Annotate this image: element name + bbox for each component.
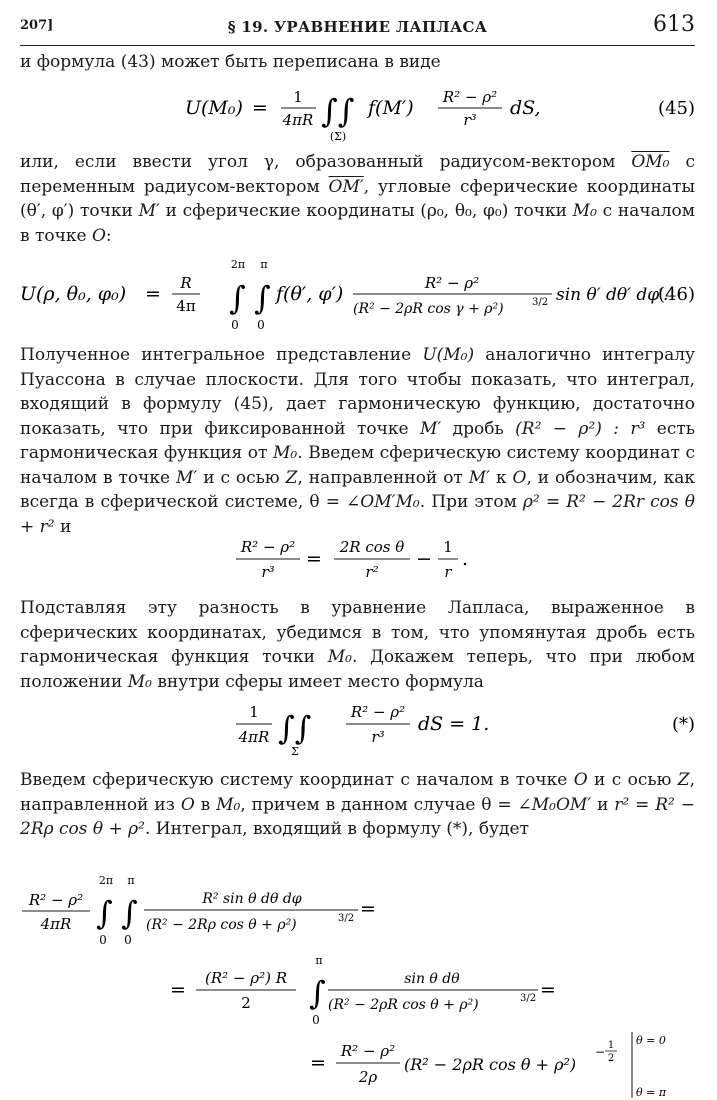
eqf3-exp-den: 2 [607, 1053, 615, 1064]
eqf3-frac-num: R² − ρ² [340, 1042, 396, 1060]
eqf2-int-upper: π [315, 954, 323, 967]
eqf1-frac-num: R² − ρ² [28, 891, 84, 909]
eq46-coef-num: R [180, 274, 192, 292]
header-rule [20, 45, 695, 46]
eq45-integral: ∫∫ [321, 92, 355, 130]
eq45-equals: = [252, 97, 268, 119]
eq46-coef-den: 4π [176, 297, 196, 315]
vector-om0: OM₀ [631, 152, 670, 172]
eqf1-int2-upper: π [127, 874, 135, 887]
eqf2-inner-exp: 3/2 [520, 993, 537, 1004]
chapter-title: § 19. УРАВНЕНИЕ ЛАПЛАСА [227, 18, 488, 36]
eqs-coef-den: 4πR [238, 728, 270, 746]
eqd-dot: . [462, 548, 469, 570]
eqf2-int: ∫ [309, 974, 326, 1012]
eqd-den3: r [444, 563, 452, 581]
eqf1-int1: ∫ [96, 894, 113, 932]
eqd-den1: r³ [261, 563, 275, 581]
eq46-lhs: U(ρ, θ₀, φ₀) [20, 283, 127, 305]
eqd-den2: r² [365, 563, 379, 581]
paragraph-angle: или, если ввести угол γ, образованный радиусом-вектором OM₀ с переменным радиусом-вектором OM′, угловые сферические координаты (θ′, φ′) точки M′ и сферические координаты (ρ₀, θ₀, φ₀) точки M₀ с началом в точке O: [20, 152, 695, 246]
eqd-num3: 1 [443, 538, 453, 556]
eqf3-lower-limit: θ = π [636, 1086, 667, 1099]
eqf3-body: (R² − 2ρR cos θ + ρ²) [404, 1055, 577, 1074]
eqf1-frac-den: 4πR [40, 915, 72, 933]
eqf3-exp-num: 1 [607, 1040, 615, 1051]
eqf2-int-lower: 0 [312, 1013, 320, 1027]
eqf1-int2-lower: 0 [124, 933, 132, 947]
eq45-limit: (Σ) [329, 130, 347, 143]
equation-final-1 [20, 872, 695, 950]
eq45-coef-den: 4πR [282, 111, 314, 129]
eqd-minus: − [416, 548, 432, 570]
eqs-tail: dS = 1. [418, 713, 490, 735]
eqs-frac-num: R² − ρ² [350, 703, 406, 721]
eq46-int2-upper: π [260, 258, 268, 271]
eqf1-inner-den: (R² − 2Rρ cos θ + ρ²) [146, 917, 297, 933]
eqs-frac-den: r³ [371, 728, 385, 746]
equation-45 [20, 78, 695, 146]
equation-46 [20, 255, 695, 335]
eqf2-frac-den: 2 [241, 994, 251, 1012]
section-marker: 207] [20, 18, 54, 33]
equation-final-3 [20, 1030, 695, 1100]
eqf2-inner-num: sin θ dθ [404, 971, 460, 987]
eqd-num2: 2R cos θ [339, 538, 405, 556]
eqf1-int2: ∫ [121, 894, 138, 932]
eqf1-inner-num: R² sin θ dθ dφ [202, 891, 302, 907]
eq46-frac-num: R² − ρ² [424, 274, 480, 292]
eqf2-inner-den: (R² − 2ρR cos θ + ρ²) [328, 997, 479, 1013]
eqs-coef-num: 1 [249, 703, 259, 721]
eq46-tail: sin θ′ dθ′ dφ′. [556, 285, 669, 305]
eqf2-equals2: = [540, 979, 556, 1001]
eq45-lhs: U(M₀) [185, 97, 243, 119]
eq46-number: (46) [658, 284, 695, 305]
eqs-integral: ∫∫ [278, 709, 312, 747]
paragraph-text: и формула (43) может быть переписана в виде [20, 52, 441, 72]
eqs-number: (*) [671, 714, 695, 735]
eqf1-int1-lower: 0 [99, 933, 107, 947]
eqf3-equals: = [310, 1052, 326, 1074]
paragraph-intro [20, 50, 695, 75]
equation-final-2 [20, 952, 695, 1030]
equation-difference [20, 532, 695, 588]
vector-omp: OM′ [328, 176, 364, 197]
page-number: 613 [653, 12, 695, 37]
eqf2-equals: = [170, 979, 186, 1001]
eq46-int2: ∫ [254, 279, 271, 317]
eqf3-frac-den: 2ρ [358, 1068, 378, 1086]
eqf3-exp-sign: − [595, 1045, 606, 1059]
eq46-int1-upper: 2π [230, 258, 246, 271]
eq45-frac-den: r³ [463, 111, 477, 129]
eq45-diff: dS, [510, 97, 541, 119]
equation-star [20, 697, 695, 759]
eqs-limit: Σ [291, 745, 299, 758]
eqd-num1: R² − ρ² [240, 538, 296, 556]
eq46-int2-lower: 0 [257, 318, 265, 332]
eq46-equals: = [145, 283, 161, 305]
eqf1-equals: = [360, 898, 376, 920]
eq45-coef-num: 1 [293, 88, 303, 106]
eq45-frac-num: R² − ρ² [442, 88, 498, 106]
eqf2-frac-num: (R² − ρ²) R [204, 969, 288, 987]
running-header [20, 10, 695, 44]
eq46-int1-lower: 0 [231, 318, 239, 332]
eqf1-int1-upper: 2π [98, 874, 114, 887]
eqf1-inner-exp: 3/2 [338, 913, 355, 924]
eq46-frac-den: (R² − 2ρR cos γ + ρ²) [353, 301, 504, 317]
paragraph-laplace: Подставляя эту разность в уравнение Лапласа, выраженное в сферических координатах, убедимся в том, что упомянутая дробь есть гармоническая функция точки M₀. Докажем теперь, что при любом положении M₀ внутри сферы имеет место формула [20, 598, 695, 692]
eqd-equals: = [306, 548, 322, 570]
paragraph-poisson: Полученное интегральное представление U(M₀) аналогично интегралу Пуассона в случае плоскости. Для того чтобы показать, что интеграл, входящий в формулу (45), дает гармоническую функцию, достаточно показать, что при фиксированной точке M′ дробь (R² − ρ²) : r³ есть гармоническая функция от M₀. Введем сферическую систему координат с началом в точке M′ и с осью Z, направленной от M′ к O, и обозначим, как всегда в сферической системе, θ = ∠OM′M₀. При этом ρ² = R² − 2Rr cos θ + r² и [20, 345, 696, 537]
eq46-frac-den-exp: 3/2 [532, 297, 549, 308]
eq45-integrand: f(M′) [368, 97, 414, 119]
eq45-number: (45) [658, 98, 695, 119]
eqf3-upper-limit: θ = 0 [636, 1034, 666, 1047]
eq46-int1: ∫ [229, 279, 246, 317]
eq46-integrand: f(θ′, φ′) [276, 283, 344, 305]
paragraph-system: Введем сферическую систему координат с началом в точке O и с осью Z, направленной из O в M₀, причем в данном случае θ = ∠M₀OM′ и r² = R² − 2Rρ cos θ + ρ². Интеграл, входящий в формулу (*), будет [20, 770, 696, 839]
